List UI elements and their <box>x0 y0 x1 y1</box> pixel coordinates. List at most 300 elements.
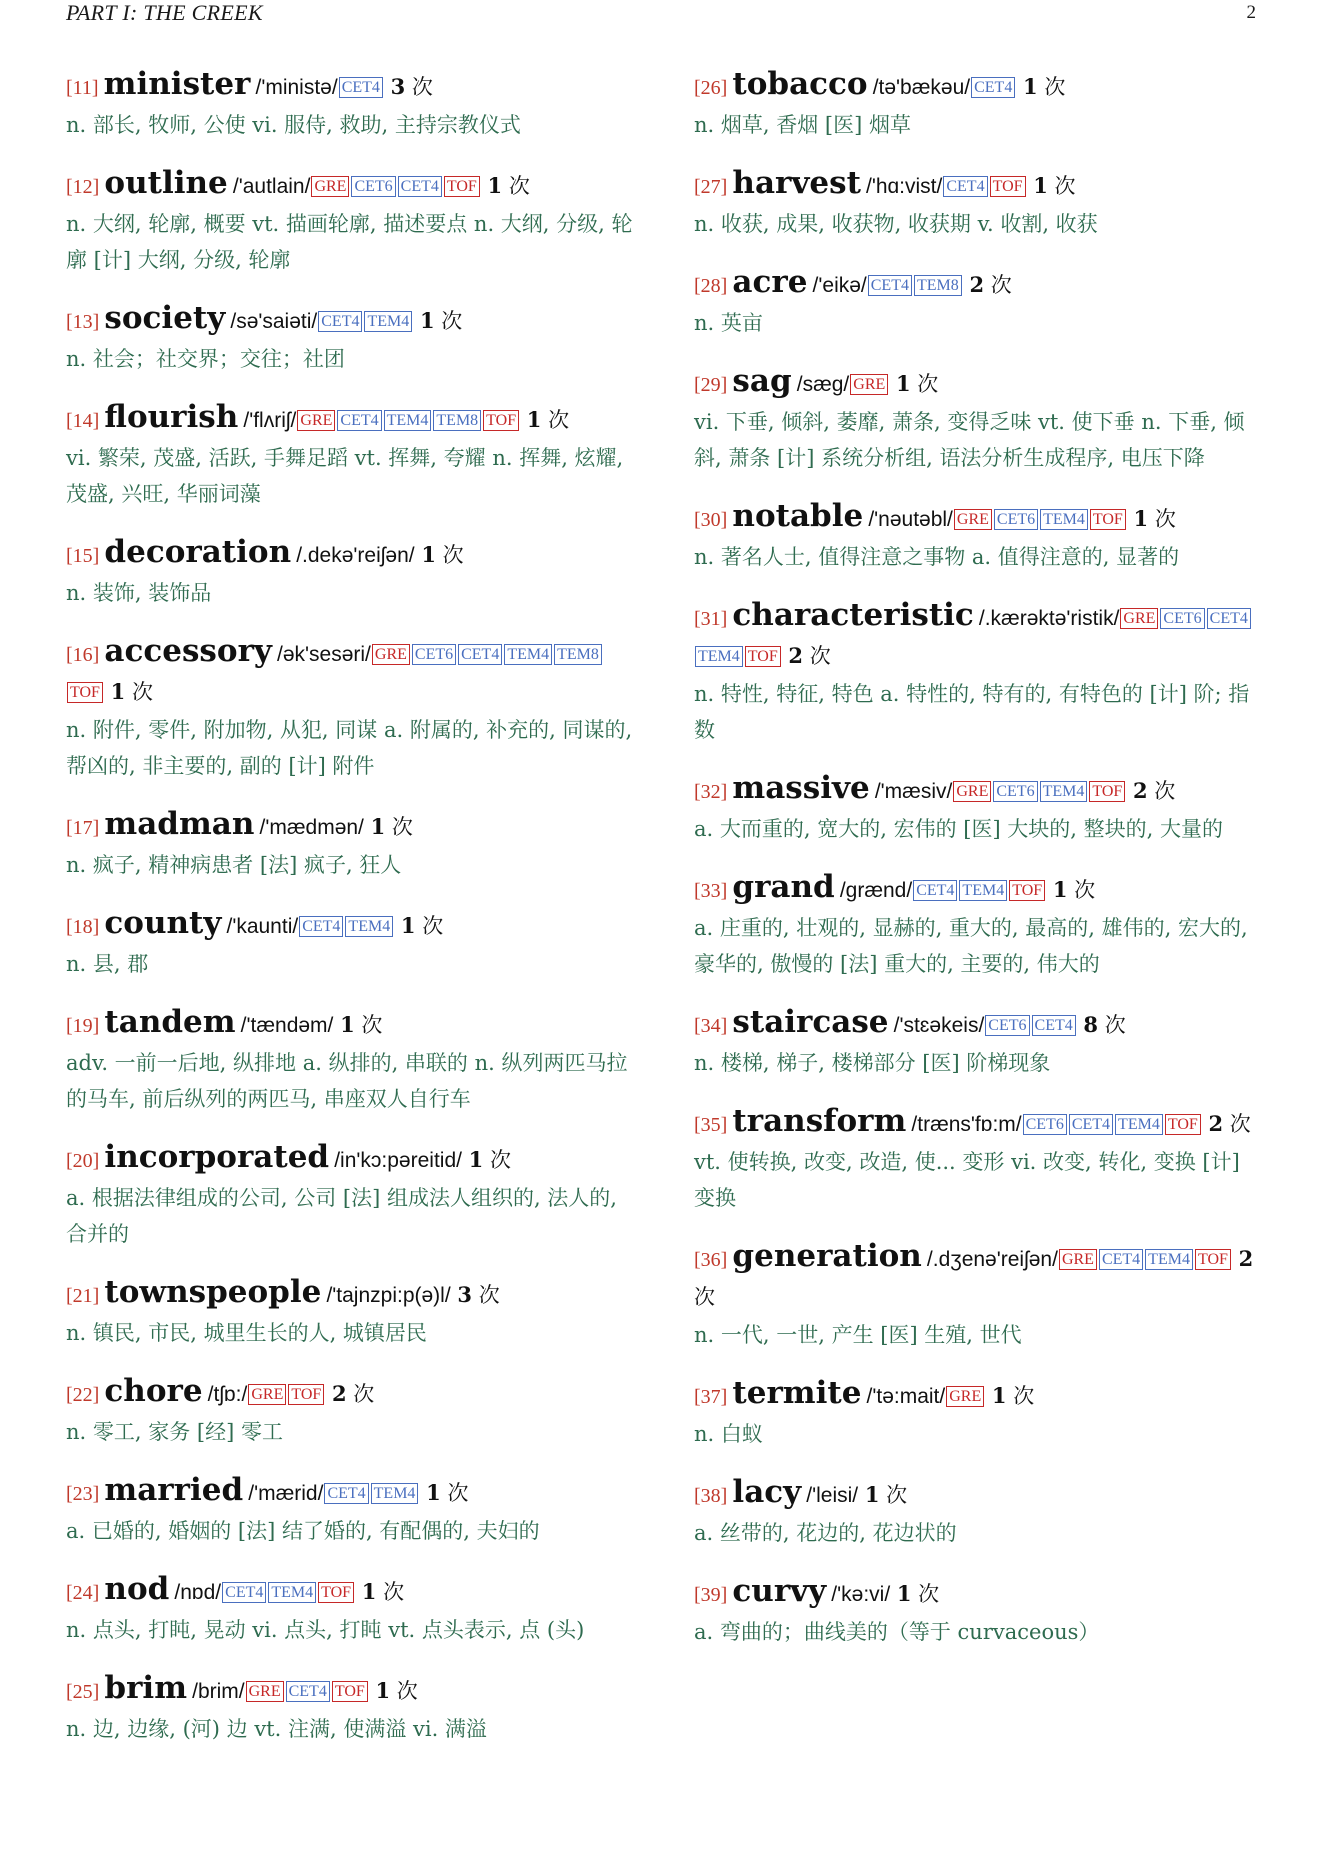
exam-tag: GRE <box>1120 608 1158 629</box>
exam-tag: CET6 <box>993 781 1037 802</box>
phonetic: /'tændəm/ <box>240 1014 334 1037</box>
headword: notable <box>732 498 864 534</box>
frequency-unit: 次 <box>489 1148 511 1172</box>
headword: county <box>104 905 222 941</box>
entry-index: [18] <box>66 916 100 938</box>
frequency-count <box>1127 507 1176 531</box>
frequency-number: 1 <box>421 542 436 567</box>
vocab-entry <box>66 534 638 611</box>
exam-tag: TOF <box>1195 1249 1231 1270</box>
exam-tag: TEM4 <box>959 880 1007 901</box>
exam-tag: TEM4 <box>268 1582 316 1603</box>
frequency-unit: 次 <box>353 1382 375 1406</box>
frequency-number: 1 <box>361 1579 377 1604</box>
frequency-count <box>985 1384 1034 1408</box>
frequency-unit: 次 <box>917 372 939 396</box>
exam-tag: CET6 <box>1160 608 1204 629</box>
right-column <box>694 66 1266 1769</box>
headword: outline <box>104 165 228 201</box>
frequency-number: 1 <box>1133 506 1149 531</box>
frequency-unit: 次 <box>809 644 831 668</box>
definition: n. 收获, 成果, 收获物, 收获期 v. 收割, 收获 <box>694 212 1098 236</box>
definition: n. 边, 边缘, (河) 边 vt. 注满, 使满溢 vi. 满溢 <box>66 1717 487 1741</box>
frequency-unit: 次 <box>131 680 153 704</box>
vocab-entry <box>66 1139 638 1252</box>
definition: vt. 使转换, 改变, 改造, 使... 变形 vi. 改变, 转化, 变换 [计] 变换 <box>694 1150 1240 1210</box>
exam-tag: GRE <box>1059 1249 1097 1270</box>
headword: townspeople <box>104 1274 322 1310</box>
definition: n. 镇民, 市民, 城里生长的人, 城镇居民 <box>66 1321 427 1345</box>
frequency-number: 3 <box>390 74 406 99</box>
definition: n. 点头, 打盹, 晃动 vi. 点头, 打盹 vt. 点头表示, 点 (头) <box>66 1618 585 1642</box>
vocab-entry <box>694 498 1266 575</box>
exam-tag: TEM8 <box>914 275 962 296</box>
vocab-entry <box>66 1274 638 1351</box>
entry-index: [37] <box>694 1386 728 1408</box>
headword: madman <box>104 806 255 842</box>
vocab-entry <box>66 1004 638 1117</box>
headword: brim <box>104 1670 188 1706</box>
exam-tag: TEM8 <box>554 644 602 665</box>
entry-headline <box>66 1670 638 1711</box>
frequency-number: 1 <box>991 1383 1007 1408</box>
headword: accessory <box>104 633 272 669</box>
frequency-count <box>384 75 433 99</box>
frequency-number: 1 <box>419 308 435 333</box>
entry-index: [16] <box>66 644 100 666</box>
frequency-unit: 次 <box>508 174 530 198</box>
phonetic: /'tajnzpi:p(ə)l/ <box>326 1284 451 1307</box>
exam-tag: GRE <box>850 374 888 395</box>
definition: a. 庄重的, 壮观的, 显赫的, 重大的, 最高的, 雄伟的, 宏大的, 豪华的, 傲慢的 [法] 重大的, 主要的, 伟大的 <box>694 916 1248 976</box>
frequency-count <box>889 372 938 396</box>
entry-index: [13] <box>66 311 100 333</box>
frequency-count <box>413 309 462 333</box>
entry-headline <box>66 165 638 206</box>
phonetic: /'ministə/ <box>255 76 338 99</box>
frequency-count <box>451 1283 500 1307</box>
frequency-count <box>782 644 831 668</box>
frequency-count <box>1202 1112 1251 1136</box>
vocab-entry <box>66 300 638 377</box>
left-column <box>66 66 638 1769</box>
entry-index: [25] <box>66 1681 100 1703</box>
frequency-count <box>1046 878 1095 902</box>
frequency-number: 1 <box>1023 74 1038 99</box>
entry-headline <box>66 905 638 946</box>
frequency-count <box>1027 174 1076 198</box>
frequency-count <box>858 1483 907 1507</box>
exam-tag: CET6 <box>994 509 1038 530</box>
exam-tag: CET4 <box>458 644 502 665</box>
frequency-number: 1 <box>426 1480 441 1505</box>
headword: transform <box>732 1103 907 1139</box>
entry-headline <box>66 806 638 847</box>
frequency-number: 1 <box>895 371 911 396</box>
entry-headline <box>66 66 638 107</box>
frequency-unit: 次 <box>1229 1112 1251 1136</box>
exam-tag: TOF <box>990 176 1026 197</box>
frequency-number: 1 <box>526 407 542 432</box>
headword: acre <box>732 264 808 300</box>
entry-headline <box>694 1573 1266 1614</box>
vocab-entry <box>66 165 638 278</box>
definition: n. 装饰, 装饰品 <box>66 581 212 605</box>
exam-tag: GRE <box>248 1384 286 1405</box>
entry-headline <box>66 633 638 712</box>
exam-tag: CET4 <box>318 311 362 332</box>
frequency-unit: 次 <box>1154 779 1176 803</box>
frequency-unit: 次 <box>447 1481 469 1505</box>
page-header <box>66 0 1256 30</box>
definition: n. 特性, 特征, 特色 a. 特性的, 特有的, 有特色的 [计] 阶; 指数 <box>694 682 1250 742</box>
frequency-unit: 次 <box>548 408 570 432</box>
phonetic: /'mæsiv/ <box>874 780 953 803</box>
phonetic: /'kaunti/ <box>226 915 299 938</box>
entry-headline <box>66 1373 638 1414</box>
phonetic: /.dekə'reiʃən/ <box>296 544 415 567</box>
vocab-entry <box>694 597 1266 748</box>
definition: n. 零工, 家务 [经] 零工 <box>66 1420 283 1444</box>
vocab-entry <box>694 1238 1266 1353</box>
entry-headline <box>66 1139 638 1180</box>
phonetic: /sæg/ <box>796 373 850 396</box>
frequency-unit: 次 <box>1104 1013 1126 1037</box>
exam-tag: CET4 <box>299 916 343 937</box>
vocab-entry <box>694 770 1266 847</box>
frequency-number: 2 <box>1132 778 1148 803</box>
vocab-entry <box>694 1474 1266 1551</box>
phonetic: /'leisi/ <box>806 1484 859 1507</box>
entry-headline <box>66 1274 638 1315</box>
headword: tobacco <box>732 66 868 102</box>
exam-tag: TEM4 <box>371 1483 419 1504</box>
phonetic: /.dʒenə'reiʃən/ <box>926 1248 1058 1271</box>
frequency-count <box>520 408 569 432</box>
exam-tag: TEM4 <box>345 916 393 937</box>
exam-tag: TOF <box>1165 1114 1201 1135</box>
definition: adv. 一前一后地, 纵排地 a. 纵排的, 串联的 n. 纵列两匹马拉的马车, 前后纵列的两匹马, 串座双人自行车 <box>66 1051 628 1111</box>
frequency-unit: 次 <box>442 543 464 567</box>
phonetic: /tə'bækəu/ <box>872 76 971 99</box>
entry-index: [24] <box>66 1582 100 1604</box>
vocab-entry <box>66 633 638 784</box>
phonetic: /'mærid/ <box>248 1482 324 1505</box>
entry-index: [36] <box>694 1249 728 1271</box>
frequency-count <box>890 1582 939 1606</box>
frequency-number: 1 <box>375 1678 391 1703</box>
frequency-unit: 次 <box>1074 878 1096 902</box>
exam-tag: TOF <box>288 1384 324 1405</box>
phonetic: /'kə:vi/ <box>831 1583 891 1606</box>
phonetic: /brim/ <box>192 1680 245 1703</box>
frequency-count <box>963 273 1012 297</box>
entry-headline <box>694 363 1266 404</box>
vocab-entry <box>66 1571 638 1648</box>
exam-tag: GRE <box>297 410 335 431</box>
entry-headline <box>694 597 1266 676</box>
frequency-number: 2 <box>331 1381 347 1406</box>
entry-index: [34] <box>694 1015 728 1037</box>
definition: vi. 下垂, 倾斜, 萎靡, 萧条, 变得乏味 vt. 使下垂 n. 下垂, 倾斜, 萧条 [计] 系统分析组, 语法分析生成程序, 电压下降 <box>694 410 1245 470</box>
vocab-entry <box>694 66 1266 143</box>
frequency-unit: 次 <box>391 815 413 839</box>
headword: married <box>104 1472 244 1508</box>
entry-index: [39] <box>694 1584 728 1606</box>
entry-index: [19] <box>66 1015 100 1037</box>
phonetic: /'flʌriʃ/ <box>243 409 297 432</box>
vocab-entry <box>694 1375 1266 1452</box>
exam-tag: TOF <box>1009 880 1045 901</box>
exam-tag: CET6 <box>985 1015 1029 1036</box>
definition: a. 已婚的, 婚姻的 [法] 结了婚的, 有配偶的, 夫妇的 <box>66 1519 540 1543</box>
exam-tag: TOF <box>483 410 519 431</box>
exam-tag: GRE <box>954 509 992 530</box>
frequency-count <box>462 1148 511 1172</box>
phonetic: /træns'fɒ:m/ <box>911 1113 1022 1136</box>
entry-index: [29] <box>694 374 728 396</box>
vocabulary-columns <box>66 66 1266 1769</box>
phonetic: /'tə:mait/ <box>866 1385 946 1408</box>
definition: n. 部长, 牧师, 公使 vi. 服侍, 救助, 主持宗教仪式 <box>66 113 521 137</box>
exam-tag: CET6 <box>1023 1114 1067 1135</box>
frequency-unit: 次 <box>694 1285 715 1309</box>
frequency-unit: 次 <box>1044 75 1066 99</box>
entry-headline <box>694 498 1266 539</box>
headword: tandem <box>104 1004 236 1040</box>
frequency-number: 1 <box>400 913 416 938</box>
entry-headline <box>694 264 1266 305</box>
phonetic: /'mædmən/ <box>259 816 364 839</box>
entry-headline <box>66 1571 638 1612</box>
entry-headline <box>66 399 638 440</box>
vocab-entry <box>694 1573 1266 1650</box>
vocab-entry <box>694 1004 1266 1081</box>
entry-index: [35] <box>694 1114 728 1136</box>
frequency-number: 1 <box>468 1147 484 1172</box>
vocab-entry <box>66 1373 638 1450</box>
frequency-number: 2 <box>1238 1246 1254 1271</box>
frequency-count <box>104 680 153 704</box>
headword: characteristic <box>732 597 974 633</box>
vocab-entry <box>694 1103 1266 1216</box>
entry-headline <box>694 869 1266 910</box>
frequency-number: 2 <box>788 643 804 668</box>
chapter-title: PART I: THE CREEK <box>66 0 263 25</box>
frequency-unit: 次 <box>886 1483 908 1507</box>
phonetic: /grænd/ <box>839 879 913 902</box>
frequency-unit: 次 <box>441 309 463 333</box>
entry-headline <box>694 770 1266 811</box>
entry-headline <box>66 1004 638 1045</box>
exam-tag: TEM4 <box>364 311 412 332</box>
exam-tag: CET6 <box>412 644 456 665</box>
frequency-unit: 次 <box>1054 174 1076 198</box>
headword: incorporated <box>104 1139 330 1175</box>
frequency-number: 1 <box>1052 877 1068 902</box>
exam-tag: TEM4 <box>384 410 432 431</box>
entry-headline <box>694 1238 1266 1317</box>
frequency-unit: 次 <box>361 1013 383 1037</box>
entry-index: [23] <box>66 1483 100 1505</box>
definition: vi. 繁荣, 茂盛, 活跃, 手舞足蹈 vt. 挥舞, 夸耀 n. 挥舞, 炫耀, 茂盛, 兴旺, 华丽词藻 <box>66 446 624 506</box>
entry-index: [17] <box>66 817 100 839</box>
exam-tag: TOF <box>67 682 103 703</box>
exam-tag: TEM4 <box>695 646 743 667</box>
entry-headline <box>694 165 1266 206</box>
definition: n. 楼梯, 梯子, 楼梯部分 [医] 阶梯现象 <box>694 1051 1051 1075</box>
frequency-unit: 次 <box>1154 507 1176 531</box>
definition: n. 大纲, 轮廓, 概要 vt. 描画轮廓, 描述要点 n. 大纲, 分级, 轮廓 [计] 大纲, 分级, 轮廓 <box>66 212 633 272</box>
entry-index: [30] <box>694 509 728 531</box>
exam-tag: TEM4 <box>1115 1114 1163 1135</box>
exam-tag: TEM8 <box>433 410 481 431</box>
entry-headline <box>694 66 1266 107</box>
frequency-number: 1 <box>370 814 386 839</box>
definition: n. 白蚁 <box>694 1422 763 1446</box>
frequency-count <box>364 815 413 839</box>
entry-headline <box>694 1004 1266 1045</box>
frequency-count <box>325 1382 374 1406</box>
headword: flourish <box>104 399 239 435</box>
frequency-number: 1 <box>487 173 503 198</box>
definition: n. 一代, 一世, 产生 [医] 生殖, 世代 <box>694 1323 1022 1347</box>
entry-index: [26] <box>694 77 728 99</box>
definition: a. 根据法律组成的公司, 公司 [法] 组成法人组织的, 法人的, 合并的 <box>66 1186 617 1246</box>
definition: n. 社会；社交界；交往；社团 <box>66 347 345 371</box>
frequency-number: 1 <box>340 1012 355 1037</box>
exam-tag: TOF <box>444 176 480 197</box>
exam-tag: CET4 <box>913 880 957 901</box>
exam-tag: CET4 <box>398 176 442 197</box>
vocab-entry <box>66 1670 638 1747</box>
entry-headline <box>66 300 638 341</box>
exam-tag: GRE <box>372 644 410 665</box>
headword: harvest <box>732 165 861 201</box>
exam-tag: TOF <box>318 1582 354 1603</box>
entry-index: [21] <box>66 1285 100 1307</box>
headword: staircase <box>732 1004 889 1040</box>
phonetic: /nɒd/ <box>174 1581 222 1604</box>
vocab-entry <box>66 399 638 512</box>
exam-tag: CET6 <box>351 176 395 197</box>
exam-tag: CET4 <box>286 1681 330 1702</box>
frequency-number: 1 <box>1033 173 1048 198</box>
entry-index: [28] <box>694 275 728 297</box>
entry-index: [33] <box>694 880 728 902</box>
headword: curvy <box>732 1573 827 1609</box>
headword: generation <box>732 1238 922 1274</box>
exam-tag: CET4 <box>1099 1249 1143 1270</box>
frequency-number: 2 <box>969 272 985 297</box>
vocab-entry <box>66 806 638 883</box>
definition: n. 著名人士, 值得注意之事物 a. 值得注意的, 显著的 <box>694 545 1180 569</box>
entry-index: [32] <box>694 781 728 803</box>
exam-tag: GRE <box>246 1681 284 1702</box>
exam-tag: GRE <box>946 1386 984 1407</box>
frequency-unit: 次 <box>411 75 433 99</box>
frequency-count <box>1126 779 1175 803</box>
frequency-unit: 次 <box>1013 1384 1035 1408</box>
frequency-number: 1 <box>896 1581 912 1606</box>
exam-tag: CET4 <box>868 275 912 296</box>
definition: a. 弯曲的；曲线美的（等于 curvaceous） <box>694 1620 1100 1644</box>
frequency-unit: 次 <box>383 1580 405 1604</box>
headword: chore <box>104 1373 203 1409</box>
vocab-entry <box>694 264 1266 341</box>
frequency-unit: 次 <box>478 1283 500 1307</box>
vocab-entry <box>66 905 638 982</box>
exam-tag: TOF <box>1090 509 1126 530</box>
entry-index: [20] <box>66 1150 100 1172</box>
definition: n. 附件, 零件, 附加物, 从犯, 同谋 a. 附属的, 补充的, 同谋的, 帮凶的, 非主要的, 副的 [计] 附件 <box>66 718 633 778</box>
frequency-unit: 次 <box>990 273 1012 297</box>
headword: minister <box>103 66 251 102</box>
frequency-count <box>355 1580 404 1604</box>
headword: society <box>104 300 226 336</box>
definition: n. 烟草, 香烟 [医] 烟草 <box>694 113 911 137</box>
frequency-number: 2 <box>1208 1111 1224 1136</box>
exam-tag: GRE <box>953 781 991 802</box>
vocab-entry <box>694 869 1266 982</box>
exam-tag: CET4 <box>222 1582 266 1603</box>
headword: massive <box>732 770 870 806</box>
exam-tag: CET4 <box>1207 608 1251 629</box>
frequency-count <box>481 174 530 198</box>
headword: termite <box>732 1375 862 1411</box>
frequency-count <box>415 543 464 567</box>
headword: decoration <box>104 534 292 570</box>
vocab-entry <box>694 363 1266 476</box>
frequency-number: 1 <box>864 1482 880 1507</box>
phonetic: /'nəutəbl/ <box>868 508 953 531</box>
frequency-number: 1 <box>110 679 126 704</box>
phonetic: /tʃɒ:/ <box>207 1383 248 1406</box>
exam-tag: CET4 <box>943 176 987 197</box>
exam-tag: TEM4 <box>1145 1249 1193 1270</box>
exam-tag: CET4 <box>337 410 381 431</box>
entry-headline <box>66 1472 638 1513</box>
entry-headline <box>694 1375 1266 1416</box>
phonetic: /ək'sesəri/ <box>277 643 371 666</box>
definition: n. 英亩 <box>694 311 763 335</box>
exam-tag: TOF <box>1089 781 1125 802</box>
headword: sag <box>732 363 792 399</box>
headword: lacy <box>732 1474 802 1510</box>
entry-headline <box>66 534 638 575</box>
vocab-entry <box>66 1472 638 1549</box>
exam-tag: CET4 <box>339 77 383 98</box>
entry-index: [11] <box>66 77 99 99</box>
frequency-count <box>419 1481 468 1505</box>
entry-headline <box>694 1474 1266 1515</box>
entry-index: [22] <box>66 1384 100 1406</box>
phonetic: /'eikə/ <box>812 274 867 297</box>
entry-index: [38] <box>694 1485 728 1507</box>
vocab-entry <box>66 66 638 143</box>
exam-tag: CET4 <box>1069 1114 1113 1135</box>
exam-tag: TEM4 <box>504 644 552 665</box>
exam-tag: TEM4 <box>1040 781 1088 802</box>
exam-tag: TEM4 <box>1040 509 1088 530</box>
frequency-number: 8 <box>1083 1012 1099 1037</box>
phonetic: /'stɛəkeis/ <box>893 1014 985 1037</box>
frequency-unit: 次 <box>918 1582 940 1606</box>
frequency-count <box>394 914 443 938</box>
frequency-count <box>1016 75 1065 99</box>
phonetic: /.kærəktə'ristik/ <box>978 607 1120 630</box>
frequency-count <box>1077 1013 1126 1037</box>
